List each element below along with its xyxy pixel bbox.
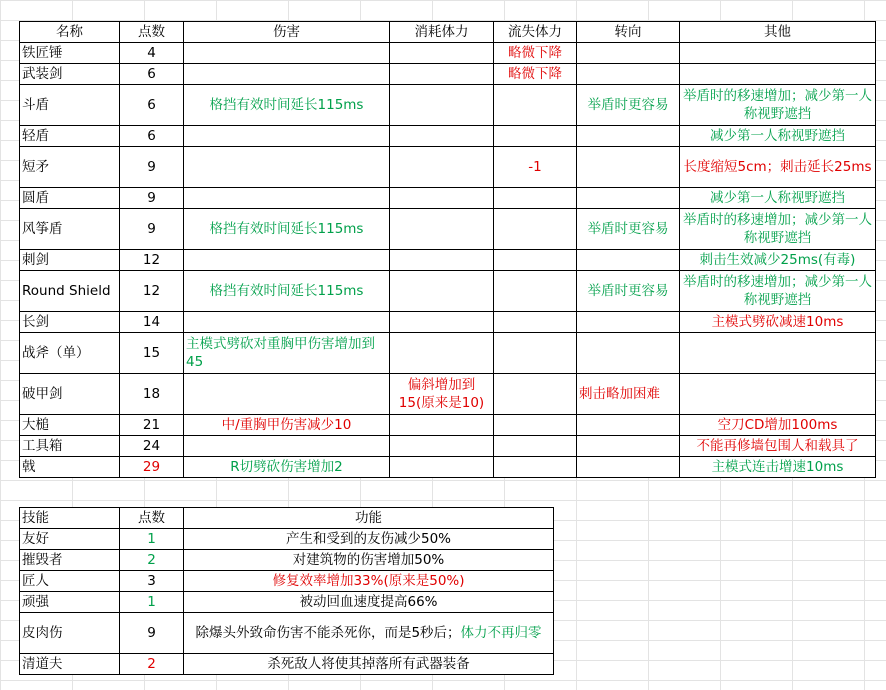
table-row [20,550,554,571]
cell-turning[interactable]: 举盾时更容易 [577,85,680,126]
cell-function[interactable] [184,654,554,675]
cell-turning[interactable] [577,333,680,374]
table-row [20,654,554,675]
header-stamina-loss[interactable]: 流失体力 [494,22,577,43]
cell-stamina-loss[interactable] [494,312,577,333]
weapons-table [19,21,876,478]
cell-name[interactable]: 长剑 [20,312,120,333]
cell-stamina-cost[interactable] [390,457,494,478]
cell-damage[interactable]: 格挡有效时间延长115ms [184,85,390,126]
cell-function[interactable] [184,613,554,654]
cell-points[interactable]: 12 [120,250,184,271]
table-row [20,374,876,415]
cell-other[interactable]: 刺击生效减少25ms(有毒) [680,250,876,271]
cell-points[interactable]: 4 [120,43,184,64]
cell-other[interactable]: 主模式连击增速10ms [680,457,876,478]
header-damage[interactable]: 伤害 [184,22,390,43]
cell-name[interactable]: 斗盾 [20,85,120,126]
table-row [20,436,876,457]
cell-stamina-loss[interactable] [494,85,577,126]
cell-stamina-loss[interactable]: -1 [494,147,577,188]
cell-stamina-cost[interactable] [390,250,494,271]
table-row [20,43,876,64]
cell-points[interactable]: 6 [120,126,184,147]
table-row [20,415,876,436]
header-skill[interactable]: 技能 [20,508,120,529]
table-row [20,312,876,333]
table-row [20,209,876,250]
cell-points[interactable]: 2 [120,550,184,571]
cell-stamina-loss[interactable] [494,415,577,436]
table-row [20,126,876,147]
cell-points[interactable]: 21 [120,415,184,436]
cell-points[interactable]: 6 [120,85,184,126]
cell-damage[interactable]: 主模式劈砍对重胸甲伤害增加到45 [184,333,390,374]
function-text: 产生和受到的友伤减少50% [285,531,451,547]
cell-damage[interactable] [184,250,390,271]
function-text: 除爆头外致命伤害不能杀死你，而是5秒后； [195,625,461,641]
cell-stamina-cost[interactable] [390,271,494,312]
cell-stamina-cost[interactable] [390,333,494,374]
cell-damage[interactable] [184,64,390,85]
cell-other[interactable]: 举盾时的移速增加；减少第一人称视野遮挡 [680,271,876,312]
function-text: 杀死敌人将使其掉落所有武器装备 [267,656,470,672]
cell-stamina-loss[interactable] [494,436,577,457]
cell-stamina-loss[interactable] [494,457,577,478]
cell-name[interactable]: 武装剑 [20,64,120,85]
cell-stamina-loss[interactable] [494,209,577,250]
cell-function[interactable] [184,550,554,571]
cell-stamina-cost[interactable] [390,188,494,209]
weapons-header-row [20,22,876,43]
cell-turning[interactable] [577,126,680,147]
cell-name[interactable]: 戟 [20,457,120,478]
cell-points[interactable]: 2 [120,654,184,675]
cell-stamina-loss[interactable] [494,188,577,209]
cell-other[interactable]: 举盾时的移速增加；减少第一人称视野遮挡 [680,209,876,250]
cell-stamina-loss[interactable] [494,271,577,312]
cell-turning[interactable] [577,188,680,209]
cell-points[interactable]: 9 [120,209,184,250]
cell-name[interactable]: 风筝盾 [20,209,120,250]
cell-turning[interactable] [577,147,680,188]
cell-points[interactable]: 24 [120,436,184,457]
cell-damage[interactable]: 中/重胸甲伤害减少10 [184,415,390,436]
cell-points[interactable]: 9 [120,613,184,654]
function-text: 对建筑物的伤害增加50% [292,552,445,568]
cell-points[interactable]: 9 [120,147,184,188]
cell-stamina-cost[interactable] [390,147,494,188]
header-points[interactable]: 点数 [120,22,184,43]
cell-damage[interactable] [184,126,390,147]
cell-name[interactable]: 破甲剑 [20,374,120,415]
table-row [20,592,554,613]
cell-stamina-cost[interactable] [390,43,494,64]
cell-stamina-cost[interactable] [390,312,494,333]
cell-other[interactable]: 减少第一人称视野遮挡 [680,126,876,147]
table-row [20,613,554,654]
cell-stamina-cost[interactable] [390,126,494,147]
cell-name[interactable]: 战斧（单） [20,333,120,374]
cell-damage[interactable] [184,374,390,415]
cell-stamina-cost[interactable] [390,85,494,126]
skills-table [19,507,554,675]
cell-turning[interactable] [577,457,680,478]
cell-stamina-loss[interactable] [494,126,577,147]
cell-stamina-loss[interactable] [494,374,577,415]
cell-stamina-loss[interactable]: 略微下降 [494,43,577,64]
cell-points[interactable]: 14 [120,312,184,333]
cell-skill[interactable]: 皮肉伤 [20,613,120,654]
cell-damage[interactable] [184,43,390,64]
cell-damage[interactable]: 格挡有效时间延长115ms [184,209,390,250]
cell-stamina-loss[interactable]: 略微下降 [494,64,577,85]
cell-turning[interactable] [577,312,680,333]
cell-damage[interactable]: 格挡有效时间延长115ms [184,271,390,312]
cell-other[interactable]: 空刀CD增加100ms [680,415,876,436]
cell-points[interactable]: 12 [120,271,184,312]
table-row [20,64,876,85]
cell-points[interactable]: 3 [120,571,184,592]
cell-skill[interactable]: 摧毁者 [20,550,120,571]
cell-other[interactable] [680,333,876,374]
cell-stamina-cost[interactable]: 偏斜增加到15(原来是10) [390,374,494,415]
cell-name[interactable]: 圆盾 [20,188,120,209]
table-row [20,571,554,592]
table-row [20,333,876,374]
cell-points[interactable]: 15 [120,333,184,374]
skills-header-row [20,508,554,529]
cell-name[interactable]: 大槌 [20,415,120,436]
cell-points[interactable]: 6 [120,64,184,85]
cell-name[interactable]: 短矛 [20,147,120,188]
cell-turning[interactable]: 举盾时更容易 [577,209,680,250]
cell-function[interactable] [184,592,554,613]
cell-name[interactable]: 铁匠锤 [20,43,120,64]
table-row [20,457,876,478]
table-row [20,147,876,188]
header-points[interactable]: 点数 [120,508,184,529]
cell-skill[interactable]: 友好 [20,529,120,550]
cell-other[interactable] [680,43,876,64]
cell-other[interactable]: 不能再修墙包围人和载具了 [680,436,876,457]
cell-points[interactable]: 18 [120,374,184,415]
cell-points[interactable]: 29 [120,457,184,478]
cell-turning[interactable] [577,415,680,436]
cell-turning[interactable] [577,250,680,271]
cell-points[interactable]: 1 [120,529,184,550]
function-text: 修复效率增加33%(原来是50%) [272,573,465,589]
cell-skill[interactable]: 清道夫 [20,654,120,675]
table-row [20,250,876,271]
header-other[interactable]: 其他 [680,22,876,43]
header-stamina-cost[interactable]: 消耗体力 [390,22,494,43]
table-row [20,188,876,209]
cell-stamina-cost[interactable] [390,64,494,85]
cell-name[interactable]: 轻盾 [20,126,120,147]
header-name[interactable]: 名称 [20,22,120,43]
cell-turning[interactable] [577,43,680,64]
cell-name[interactable]: 工具箱 [20,436,120,457]
cell-other[interactable] [680,374,876,415]
cell-other[interactable] [680,64,876,85]
cell-other[interactable]: 减少第一人称视野遮挡 [680,188,876,209]
cell-function[interactable] [184,571,554,592]
cell-damage[interactable] [184,188,390,209]
function-text: 被动回血速度提高66% [299,594,438,610]
cell-other[interactable]: 主模式劈砍减速10ms [680,312,876,333]
cell-points[interactable]: 1 [120,592,184,613]
function-text-highlight: 体力不再归零 [460,625,542,641]
cell-stamina-cost[interactable] [390,415,494,436]
cell-other[interactable]: 长度缩短5cm；刺击延长25ms [680,147,876,188]
cell-damage[interactable]: R切劈砍伤害增加2 [184,457,390,478]
cell-turning[interactable] [577,64,680,85]
cell-name[interactable]: 刺剑 [20,250,120,271]
header-turning[interactable]: 转向 [577,22,680,43]
cell-damage[interactable] [184,147,390,188]
cell-turning[interactable] [577,436,680,457]
cell-points[interactable]: 9 [120,188,184,209]
cell-function[interactable] [184,529,554,550]
cell-damage[interactable] [184,436,390,457]
cell-other[interactable]: 举盾时的移速增加；减少第一人称视野遮挡 [680,85,876,126]
cell-stamina-cost[interactable] [390,209,494,250]
cell-stamina-cost[interactable] [390,436,494,457]
table-row [20,271,876,312]
cell-skill[interactable]: 匠人 [20,571,120,592]
table-row [20,85,876,126]
cell-name[interactable]: Round Shield [20,271,120,312]
table-row [20,529,554,550]
cell-stamina-loss[interactable] [494,250,577,271]
cell-stamina-loss[interactable] [494,333,577,374]
header-function[interactable]: 功能 [184,508,554,529]
cell-skill[interactable]: 顽强 [20,592,120,613]
cell-turning[interactable]: 举盾时更容易 [577,271,680,312]
cell-damage[interactable] [184,312,390,333]
cell-turning[interactable]: 刺击略加困难 [577,374,680,415]
